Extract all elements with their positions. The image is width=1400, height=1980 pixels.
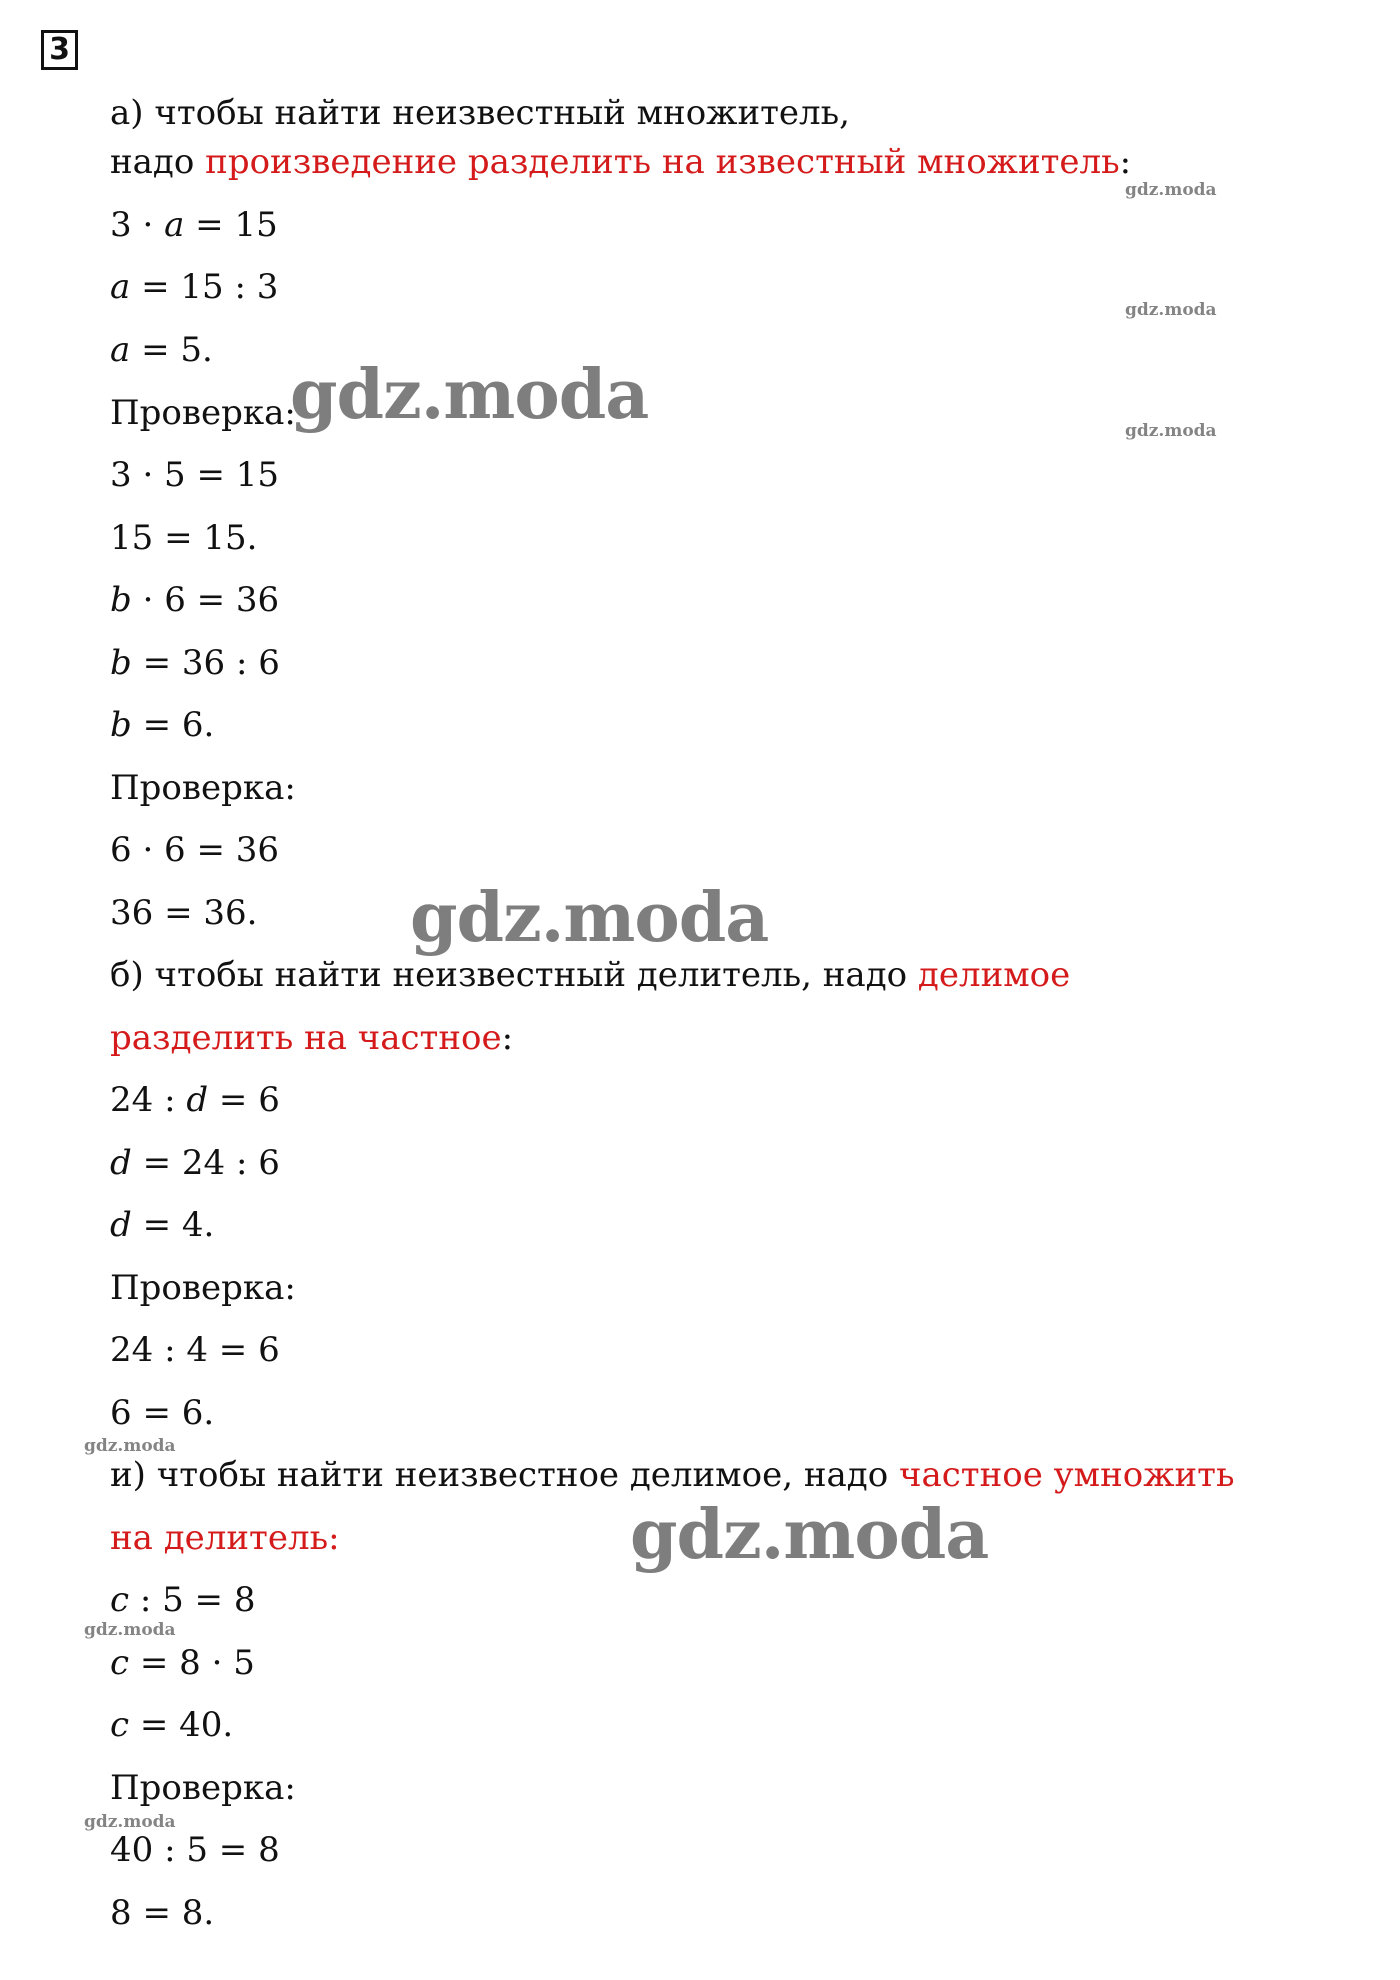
eq-variable: c: [110, 1580, 130, 1620]
eq-right: = 36 : 6: [131, 643, 280, 683]
eq-right: = 40.: [129, 1705, 234, 1745]
part-i-intro-line1: [110, 1455, 1235, 1495]
watermark: gdz.moda: [84, 1812, 176, 1832]
eq-right: · 6 = 36: [131, 580, 280, 620]
part-b-intro-line1: [110, 955, 1070, 995]
part-a-equation-6: [110, 705, 214, 745]
watermark: gdz.moda: [290, 355, 649, 435]
part-a-check-label-2: Проверка:: [110, 768, 296, 808]
part-a-check-label-1: Проверка:: [110, 393, 296, 433]
part-b-equation-1: [110, 1080, 280, 1120]
eq-right: = 6.: [131, 705, 215, 745]
part-b-check-label: Проверка:: [110, 1268, 296, 1308]
part-b-equation-3: [110, 1205, 214, 1245]
watermark: gdz.moda: [1125, 300, 1217, 320]
eq-variable: d: [110, 1143, 132, 1183]
eq-right: : 5 = 8: [129, 1580, 256, 1620]
part-a-intro-suffix: :: [1119, 142, 1132, 182]
part-b-rule-highlight-1: делимое: [917, 955, 1071, 995]
watermark: gdz.moda: [630, 1495, 989, 1575]
watermark: gdz.moda: [84, 1436, 176, 1456]
part-i-intro-line2: [110, 1518, 340, 1558]
part-a-check-2-line1: 6 · 6 = 36: [110, 830, 280, 870]
eq-right: = 4.: [131, 1205, 215, 1245]
part-b-check-line2: 6 = 6.: [110, 1393, 215, 1433]
part-a-intro-line2: [110, 142, 1131, 182]
part-b-check-line1: 24 : 4 = 6: [110, 1330, 280, 1370]
part-b-equation-2: [110, 1143, 280, 1183]
part-i-equation-2: [110, 1643, 255, 1683]
part-a-equation-4: [110, 580, 279, 620]
part-a-check-1-line1: 3 · 5 = 15: [110, 455, 280, 495]
part-i-rule-highlight-1: частное умножить: [898, 1455, 1235, 1495]
eq-right: = 8 · 5: [129, 1643, 255, 1683]
eq-variable: a: [110, 267, 131, 307]
part-a-equation-2: [110, 267, 278, 307]
part-i-equation-3: [110, 1705, 233, 1745]
part-a-check-1-line2: 15 = 15.: [110, 518, 258, 558]
eq-variable: a: [164, 205, 185, 245]
eq-right: = 5.: [130, 330, 213, 370]
part-b-intro-line2: [110, 1018, 513, 1058]
eq-right: = 15 : 3: [130, 267, 279, 307]
eq-variable: d: [110, 1205, 132, 1245]
part-a-rule-highlight: произведение разделить на известный множитель: [205, 142, 1120, 182]
part-i-intro-prefix: и) чтобы найти неизвестное делимое, надо: [110, 1455, 899, 1495]
eq-variable: c: [110, 1705, 130, 1745]
task-number-badge: 3: [41, 30, 78, 70]
part-a-equation-3: [110, 330, 213, 370]
part-i-check-line2: 8 = 8.: [110, 1893, 215, 1933]
eq-left: 3 ·: [110, 205, 165, 245]
watermark: gdz.moda: [84, 1620, 176, 1640]
part-a-intro-prefix: надо: [110, 142, 206, 182]
eq-right: = 6: [208, 1080, 280, 1120]
part-a-intro-line1: а) чтобы найти неизвестный множитель,: [110, 93, 850, 133]
eq-variable: a: [110, 330, 131, 370]
part-a-equation-1: [110, 205, 278, 245]
eq-right: = 24 : 6: [131, 1143, 280, 1183]
eq-variable: b: [110, 580, 132, 620]
eq-variable: b: [110, 705, 132, 745]
part-a-check-2-line2: 36 = 36.: [110, 893, 258, 933]
part-i-rule-highlight-2: на делитель:: [110, 1518, 340, 1558]
watermark: gdz.moda: [1125, 421, 1217, 441]
eq-left: 24 :: [110, 1080, 187, 1120]
eq-variable: b: [110, 643, 132, 683]
eq-variable: d: [186, 1080, 209, 1120]
part-i-check-label: Проверка:: [110, 1768, 296, 1808]
eq-right: = 15: [184, 205, 278, 245]
watermark: gdz.moda: [1125, 180, 1217, 200]
eq-variable: c: [110, 1643, 130, 1683]
part-b-intro-suffix: :: [501, 1018, 514, 1058]
part-a-equation-5: [110, 643, 280, 683]
part-b-intro-prefix: б) чтобы найти неизвестный делитель, надо: [110, 955, 918, 995]
watermark: gdz.moda: [410, 878, 769, 958]
part-b-rule-highlight-2: разделить на частное: [110, 1018, 502, 1058]
part-i-equation-1: [110, 1580, 255, 1620]
part-i-check-line1: 40 : 5 = 8: [110, 1830, 280, 1870]
